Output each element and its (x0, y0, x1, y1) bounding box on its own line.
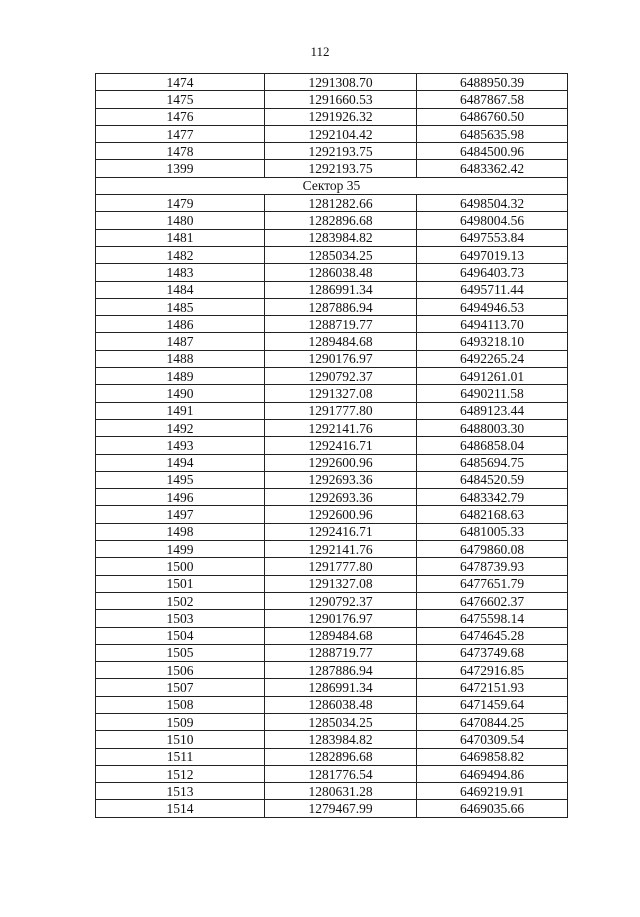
x-coordinate-cell: 1286038.48 (265, 264, 417, 281)
table-row (96, 662, 568, 679)
table-row (96, 748, 568, 765)
point-number-cell: 1508 (96, 696, 265, 713)
table-row (96, 143, 568, 160)
table-row (96, 160, 568, 177)
point-number-cell: 1497 (96, 506, 265, 523)
table-row (96, 195, 568, 212)
table-row (96, 212, 568, 229)
x-coordinate-cell: 1290176.97 (265, 610, 417, 627)
x-coordinate-cell: 1292600.96 (265, 506, 417, 523)
point-number-cell: 1503 (96, 610, 265, 627)
y-coordinate-cell: 6489123.44 (417, 402, 568, 419)
table-row (96, 523, 568, 540)
y-coordinate-cell: 6471459.64 (417, 696, 568, 713)
x-coordinate-cell: 1291660.53 (265, 91, 417, 108)
table-row (96, 800, 568, 817)
point-number-cell: 1502 (96, 592, 265, 609)
point-number-cell: 1509 (96, 713, 265, 730)
point-number-cell: 1481 (96, 229, 265, 246)
point-number-cell: 1484 (96, 281, 265, 298)
point-number-cell: 1491 (96, 402, 265, 419)
y-coordinate-cell: 6498004.56 (417, 212, 568, 229)
point-number-cell: 1504 (96, 627, 265, 644)
y-coordinate-cell: 6497019.13 (417, 246, 568, 263)
x-coordinate-cell: 1282896.68 (265, 212, 417, 229)
y-coordinate-cell: 6478739.93 (417, 558, 568, 575)
point-number-cell: 1488 (96, 350, 265, 367)
section-header-group (96, 177, 568, 194)
y-coordinate-cell: 6483362.42 (417, 160, 568, 177)
y-coordinate-cell: 6490211.58 (417, 385, 568, 402)
table-row (96, 471, 568, 488)
table-row (96, 385, 568, 402)
x-coordinate-cell: 1289484.68 (265, 627, 417, 644)
point-number-cell: 1499 (96, 541, 265, 558)
table-row (96, 627, 568, 644)
point-number-cell: 1475 (96, 91, 265, 108)
table-row (96, 125, 568, 142)
table-row (96, 419, 568, 436)
y-coordinate-cell: 6472151.93 (417, 679, 568, 696)
x-coordinate-cell: 1283984.82 (265, 731, 417, 748)
x-coordinate-cell: 1283984.82 (265, 229, 417, 246)
section-label: Сектор 35 (96, 177, 568, 194)
point-number-cell: 1493 (96, 437, 265, 454)
table-row (96, 489, 568, 506)
table-row (96, 402, 568, 419)
y-coordinate-cell: 6479860.08 (417, 541, 568, 558)
point-number-cell: 1490 (96, 385, 265, 402)
table-row (96, 575, 568, 592)
x-coordinate-cell: 1286038.48 (265, 696, 417, 713)
point-number-cell: 1494 (96, 454, 265, 471)
x-coordinate-cell: 1292193.75 (265, 143, 417, 160)
x-coordinate-cell: 1292416.71 (265, 523, 417, 540)
point-number-cell: 1512 (96, 765, 265, 782)
page-number: 112 (310, 44, 330, 59)
section-header-row (96, 177, 568, 194)
x-coordinate-cell: 1291926.32 (265, 108, 417, 125)
y-coordinate-cell: 6488950.39 (417, 74, 568, 91)
table-row (96, 108, 568, 125)
table-row (96, 731, 568, 748)
x-coordinate-cell: 1285034.25 (265, 246, 417, 263)
y-coordinate-cell: 6493218.10 (417, 333, 568, 350)
y-coordinate-cell: 6484500.96 (417, 143, 568, 160)
point-number-cell: 1478 (96, 143, 265, 160)
x-coordinate-cell: 1281282.66 (265, 195, 417, 212)
x-coordinate-cell: 1292104.42 (265, 125, 417, 142)
table-row (96, 333, 568, 350)
y-coordinate-cell: 6494113.70 (417, 316, 568, 333)
point-number-cell: 1507 (96, 679, 265, 696)
x-coordinate-cell: 1291308.70 (265, 74, 417, 91)
y-coordinate-cell: 6485635.98 (417, 125, 568, 142)
y-coordinate-cell: 6474645.28 (417, 627, 568, 644)
point-number-cell: 1500 (96, 558, 265, 575)
table-row (96, 246, 568, 263)
point-number-cell: 1501 (96, 575, 265, 592)
x-coordinate-cell: 1290792.37 (265, 592, 417, 609)
table-row (96, 368, 568, 385)
y-coordinate-cell: 6470844.25 (417, 713, 568, 730)
point-number-cell: 1511 (96, 748, 265, 765)
x-coordinate-cell: 1292416.71 (265, 437, 417, 454)
y-coordinate-cell: 6495711.44 (417, 281, 568, 298)
table-row (96, 264, 568, 281)
point-number-cell: 1486 (96, 316, 265, 333)
table-row (96, 713, 568, 730)
x-coordinate-cell: 1292693.36 (265, 489, 417, 506)
x-coordinate-cell: 1286991.34 (265, 281, 417, 298)
x-coordinate-cell: 1289484.68 (265, 333, 417, 350)
x-coordinate-cell: 1292193.75 (265, 160, 417, 177)
y-coordinate-cell: 6475598.14 (417, 610, 568, 627)
y-coordinate-cell: 6488003.30 (417, 419, 568, 436)
point-number-cell: 1474 (96, 74, 265, 91)
y-coordinate-cell: 6485694.75 (417, 454, 568, 471)
point-number-cell: 1480 (96, 212, 265, 229)
x-coordinate-cell: 1292693.36 (265, 471, 417, 488)
point-number-cell: 1495 (96, 471, 265, 488)
table-row (96, 298, 568, 315)
x-coordinate-cell: 1279467.99 (265, 800, 417, 817)
table-row (96, 679, 568, 696)
x-coordinate-cell: 1292141.76 (265, 419, 417, 436)
y-coordinate-cell: 6481005.33 (417, 523, 568, 540)
table-row (96, 229, 568, 246)
y-coordinate-cell: 6494946.53 (417, 298, 568, 315)
point-number-cell: 1399 (96, 160, 265, 177)
table-row (96, 454, 568, 471)
table-row (96, 541, 568, 558)
table-row (96, 350, 568, 367)
y-coordinate-cell: 6482168.63 (417, 506, 568, 523)
y-coordinate-cell: 6486858.04 (417, 437, 568, 454)
point-number-cell: 1513 (96, 783, 265, 800)
table-row (96, 610, 568, 627)
y-coordinate-cell: 6498504.32 (417, 195, 568, 212)
x-coordinate-cell: 1282896.68 (265, 748, 417, 765)
x-coordinate-cell: 1280631.28 (265, 783, 417, 800)
x-coordinate-cell: 1291327.08 (265, 575, 417, 592)
x-coordinate-cell: 1292141.76 (265, 541, 417, 558)
table-row (96, 696, 568, 713)
point-number-cell: 1496 (96, 489, 265, 506)
y-coordinate-cell: 6473749.68 (417, 644, 568, 661)
y-coordinate-cell: 6469494.86 (417, 765, 568, 782)
rows-before-section (96, 74, 568, 178)
y-coordinate-cell: 6469858.82 (417, 748, 568, 765)
y-coordinate-cell: 6497553.84 (417, 229, 568, 246)
point-number-cell: 1483 (96, 264, 265, 281)
y-coordinate-cell: 6484520.59 (417, 471, 568, 488)
rows-after-section (96, 195, 568, 818)
x-coordinate-cell: 1291327.08 (265, 385, 417, 402)
table-row (96, 783, 568, 800)
point-number-cell: 1498 (96, 523, 265, 540)
point-number-cell: 1492 (96, 419, 265, 436)
point-number-cell: 1485 (96, 298, 265, 315)
table-row (96, 592, 568, 609)
x-coordinate-cell: 1290176.97 (265, 350, 417, 367)
x-coordinate-cell: 1287886.94 (265, 298, 417, 315)
table-row (96, 316, 568, 333)
coordinates-table (95, 73, 568, 818)
table-row (96, 74, 568, 91)
y-coordinate-cell: 6469219.91 (417, 783, 568, 800)
point-number-cell: 1505 (96, 644, 265, 661)
point-number-cell: 1514 (96, 800, 265, 817)
x-coordinate-cell: 1286991.34 (265, 679, 417, 696)
point-number-cell: 1510 (96, 731, 265, 748)
point-number-cell: 1482 (96, 246, 265, 263)
table-row (96, 506, 568, 523)
y-coordinate-cell: 6476602.37 (417, 592, 568, 609)
table-row (96, 644, 568, 661)
x-coordinate-cell: 1287886.94 (265, 662, 417, 679)
table-row (96, 437, 568, 454)
x-coordinate-cell: 1292600.96 (265, 454, 417, 471)
table-row (96, 91, 568, 108)
x-coordinate-cell: 1281776.54 (265, 765, 417, 782)
point-number-cell: 1477 (96, 125, 265, 142)
y-coordinate-cell: 6469035.66 (417, 800, 568, 817)
point-number-cell: 1476 (96, 108, 265, 125)
point-number-cell: 1489 (96, 368, 265, 385)
table-row (96, 558, 568, 575)
x-coordinate-cell: 1291777.80 (265, 402, 417, 419)
point-number-cell: 1479 (96, 195, 265, 212)
x-coordinate-cell: 1288719.77 (265, 316, 417, 333)
table-row (96, 281, 568, 298)
y-coordinate-cell: 6486760.50 (417, 108, 568, 125)
point-number-cell: 1506 (96, 662, 265, 679)
x-coordinate-cell: 1285034.25 (265, 713, 417, 730)
point-number-cell: 1487 (96, 333, 265, 350)
y-coordinate-cell: 6470309.54 (417, 731, 568, 748)
y-coordinate-cell: 6472916.85 (417, 662, 568, 679)
x-coordinate-cell: 1288719.77 (265, 644, 417, 661)
y-coordinate-cell: 6487867.58 (417, 91, 568, 108)
y-coordinate-cell: 6483342.79 (417, 489, 568, 506)
table-row (96, 765, 568, 782)
y-coordinate-cell: 6491261.01 (417, 368, 568, 385)
y-coordinate-cell: 6477651.79 (417, 575, 568, 592)
y-coordinate-cell: 6492265.24 (417, 350, 568, 367)
x-coordinate-cell: 1290792.37 (265, 368, 417, 385)
x-coordinate-cell: 1291777.80 (265, 558, 417, 575)
y-coordinate-cell: 6496403.73 (417, 264, 568, 281)
